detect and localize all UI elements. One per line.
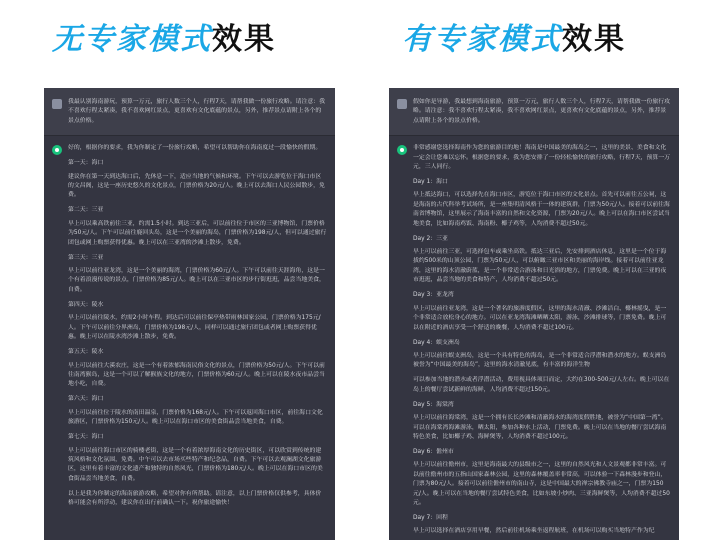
- left-heading-rest: 效果: [212, 22, 276, 57]
- user-avatar-icon: [397, 99, 407, 109]
- user-avatar-icon: [52, 99, 62, 109]
- left-assistant-message: [44, 136, 335, 518]
- reply-paragraph: 早上抵达海口，可以选择先在海口市区，游览位于海口市区的文化景点。首先可以前往五公祠，这是海南的古代科举考试场所，是一座集明清风格于一体的建筑群，门票为50元/人。接着可以前往海南省博物馆，这里展示了海南丰富的自然和文化资源，门票为20元/人。晚上可以在海口市区尝试当地美食，比如海南鸡饭、海南粉、椰子鸡等，人均消费不超过50元。: [413, 192, 670, 227]
- reply-paragraph: 以上是我为你制定的海南旅游攻略，希望对你有所帮助。请注意，以上门票价格仅供参考，具体价格可能会有所浮动，建议你在出行前确认一下。祝你旅途愉快！: [68, 490, 322, 507]
- reply-day-heading: 第二天：三亚: [68, 207, 104, 214]
- right-heading-highlight: 有专家模式: [402, 22, 562, 57]
- reply-paragraph: 早上可以前往亚龙湾，这是一个美丽的海湾，门票价格为60元/人。下午可以前往天涯海角，这是一个有着浪漫传说的景点，门票价格为85元/人。晚上可以在三亚市区的步行街逛逛，品尝当地美食，自费。: [68, 268, 325, 293]
- right-heading: [402, 14, 626, 60]
- reply-paragraph: 早上可以前往位于陵水的南田温泉，门票价格为168元/人。下午可以返回海口市区，前往海口文化旅游区，门票价格为150元/人。晚上可以在海口市区的美食街品尝当地美食，自费。: [68, 409, 323, 426]
- right-chat-panel: [389, 88, 679, 540]
- reply-day-heading: Day 2：三亚: [413, 235, 448, 242]
- left-heading: [52, 14, 276, 60]
- left-heading-highlight: 无专家模式: [52, 22, 212, 57]
- right-heading-rest: 效果: [562, 22, 626, 57]
- reply-day-heading: 第一天：海口: [68, 160, 104, 167]
- left-user-prompt: 我最认别海南游玩，预算一万元，旅行人数三个人，行程7天，请帮我做一份旅行攻略。请注意：我不喜欢行程太紧凑，我不喜欢网红景点，更喜欢有文化底蕴的景点，另外，推荐景点请附上各个的景点价格。: [68, 99, 326, 124]
- reply-day-heading: Day 6：儋州市: [413, 448, 454, 455]
- reply-paragraph: 早上可以前往大溪农庄，这是一个有着浓郁海南民俗文化的景点，门票价格为50元/人。下午可以前往南湾猴岛，这是一个可以了解猴族文化的地方，门票价格为60元/人。晚上可以在陵水夜市品尝当地小吃，自费。: [68, 362, 325, 388]
- reply-paragraph: 早上可以前往蜈支洲岛，这是一个具有特色的海岛，是一个非常适合浮潜和潜水的地方。蜈支洲岛被誉为“中国最美的海岛”，这里的海水清澈见底，有丰富的海洋生物: [413, 352, 667, 369]
- reply-paragraph: 早上可以前往陵水，约需2小时车程。到达后可以前往保亭热带雨林国家公园，门票价格为175元/人。下午可以前往分界洲岛，门票价格为198元/人，同样可以通过旅行团包或者网上购票获得优惠。晚上可以在陵水湾沙滩上散步，免费。: [68, 315, 321, 341]
- reply-day-heading: 第七天：海口: [68, 434, 104, 441]
- reply-paragraph: 早上可以选择在酒店享用早餐，然后前往机场乘坐返程航班，在机场可以购买当地特产作为纪: [413, 528, 655, 535]
- left-chat-panel: [44, 88, 335, 540]
- reply-day-heading: 第五天：陵水: [68, 349, 104, 356]
- right-assistant-message: [389, 136, 679, 540]
- reply-paragraph: 早上可以乘高铁前往三亚，约需1.5小时。到达三亚后，可以前往位于市区的三亚博物馆，门票价格为50元/人。下午可以前往鹿回头岛，这是一个美丽的海岛，门票价格为198元/人，但可以通过旅行团包或网上购票获得优惠。晚上可以在三亚湾的沙滩上散步，免费。: [68, 220, 327, 246]
- reply-day-heading: 第三天：三亚: [68, 254, 104, 261]
- reply-paragraph: 好的，根据你的要求，我为你制定了一份旅行攻略，希望可以帮助你在海南度过一段愉快的假期。: [68, 145, 322, 152]
- reply-day-heading: 第六天：海口: [68, 396, 104, 403]
- reply-paragraph: 早上可以前往海口市区的骑楼老街，这是一个有着浓厚海南文化的历史街区，可以欣赏到传统的建筑风格和文化氛围，免费。中午可以去市场买些特产和纪念品，自费。下午可以去观澜湖文化旅游区，这里有着丰富的文化遗产和独特的自然风光，门票价格为180元/人。晚上可以在海口市区的美食街品尝当地美食，自费。: [68, 447, 323, 482]
- reply-paragraph: 早上可以前往三亚，可选择包车或乘坐高铁。抵达三亚后，先安排到酒店休息，这里是一个位于海拔约500米的山顶公园，门票为50元/人，可以俯瞰三亚市区和美丽的海岸线。接着可以前往亚龙湾，这里的海水清澈蔚蓝，是一个非常适合游泳和日光浴的地方，门票免费。晚上可以在三亚的夜市逛逛，品尝当地的美食和特产，人均消费不超过50元。: [413, 249, 667, 284]
- left-user-message: [44, 88, 335, 136]
- reply-paragraph: 建议你在第一天到达海口后，先休息一下，适应当地的气候和环境。下午可以去游览位于海口市区的文昌阁，这是一座历史悠久的文化景点，门票价格为20元/人。晚上可以去海口人民公园散步，免费。: [68, 173, 325, 199]
- assistant-avatar-icon: [52, 145, 62, 155]
- reply-day-heading: Day 5：海棠湾: [413, 401, 454, 408]
- right-user-message: [389, 88, 679, 136]
- reply-paragraph: 早上可以前往儋州市，这里是海南最大的县级市之一，这里的自然风光和人文景观都非常丰富。可以前往儋州市的五指山国家森林公园，这里的森林覆盖率非常高，可以体验一下森林漫步和登山，门票为80元/人。接着可以前往儋州市的南山寺，这是中国最大的禅宗佛教寺庙之一，门票为150元/人。晚上可以在当地的餐厅尝试特色美食，比如东坡小炒肉、三亚海鲜煲等，人均消费不超过50元。: [413, 462, 670, 506]
- reply-paragraph: 非常感谢您选择海南作为您的旅游目的地！海南是中国最美的海岛之一，这里的美景、美食和文化一定会让您难以忘怀。根据您的要求，我为您安排了一份轻松愉快的旅行攻略，行程7天，预算一万元，三人同行。: [413, 145, 671, 171]
- reply-day-heading: 第四天：陵水: [68, 301, 104, 308]
- reply-paragraph: 可以参加当地的潜水或者浮潜活动，费用视具体项目而定，大约在300-500元/人左右。晚上可以在岛上的餐厅尝试新鲜的海鲜，人均消费不超过150元。: [413, 377, 670, 393]
- reply-paragraph: 早上可以前往海棠湾，这是一个拥有长长沙滩和清澈海水的海湾度假胜地，被誉为“中国第一湾”。可以在海棠湾海滩游泳，晒太阳，参加各种水上活动，门票免费。晚上可以在当地的餐厅尝试海南特色美食，比如椰子鸡、海鲜煲等，人均消费不超过100元。: [413, 415, 667, 440]
- reply-day-heading: Day 4：蜈支洲岛: [413, 339, 460, 346]
- reply-day-heading: Day 1：海口: [413, 179, 448, 186]
- assistant-avatar-icon: [397, 145, 407, 155]
- reply-paragraph: 早上可以前往亚龙湾，这是一个著名的旅游度假区，这里的海水清澈、沙滩洁白、椰林摇曳，是一个非常适合放松身心的地方。可以在亚龙湾海滩晒晒太阳，游泳，沙滩排球等，门票免费。晚上可以在附近的酒店享受一个舒适的晚餐，人均消费不超过100元。: [413, 305, 667, 331]
- reply-day-heading: Day 7：回程: [413, 514, 448, 521]
- right-user-prompt: 假如你是导游，我最想到海南旅游，预算一万元，旅行人数三个人，行程7天，请帮我做一份旅行攻略。请注意：我不喜欢行程太紧凑，我不喜欢网红景点，更喜欢有文化底蕴的景点，另外，推荐景点请附上各个的景点价格。: [413, 99, 671, 124]
- reply-day-heading: Day 3：亚龙湾: [413, 292, 454, 299]
